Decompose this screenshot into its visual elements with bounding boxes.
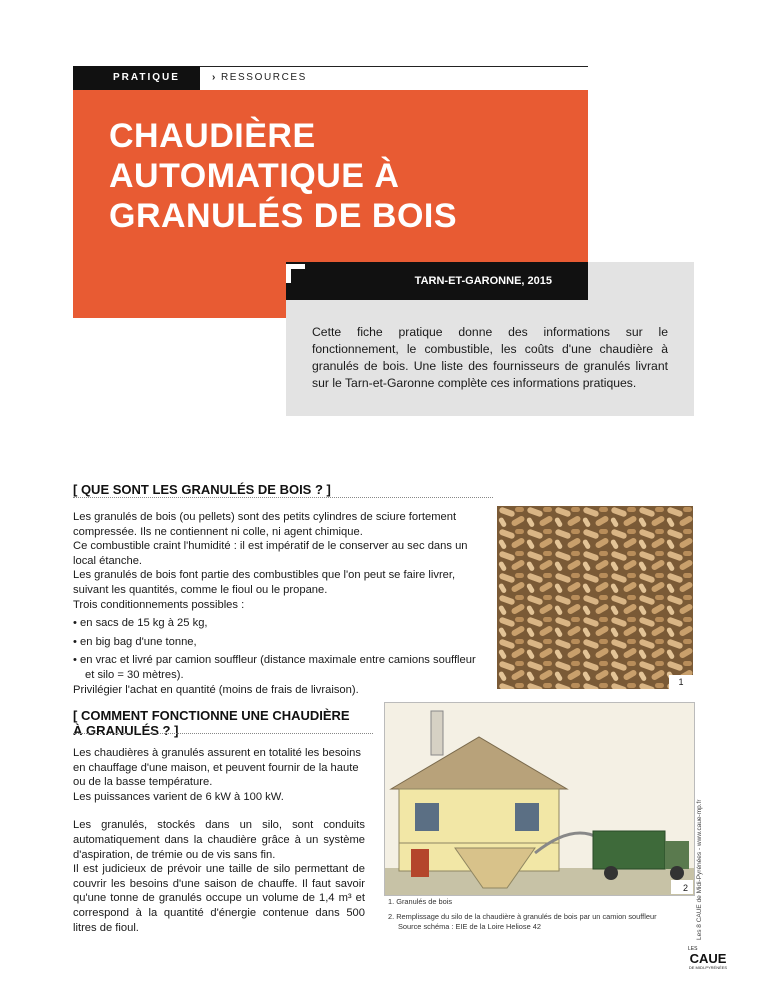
- caption-item: 2. Remplissage du silo de la chaudière à granulés de bois par un camion souffleur: [388, 912, 657, 922]
- logo-wordmark: CAUE: [689, 951, 727, 966]
- wood-pellets-photo: [497, 506, 693, 689]
- dotted-divider: [73, 733, 373, 734]
- section1-heading: [ QUE SONT LES GRANULÉS DE BOIS ? ]: [73, 482, 331, 497]
- caue-logo: [688, 946, 728, 978]
- paragraph: Les puissances varient de 6 kW à 100 kW.: [73, 790, 284, 803]
- paragraph: Les chaudières à granulés assurent en totalité les besoins en chauffage d'une maison, et peuvent fournir de la haute ou de la basse température.: [73, 747, 361, 789]
- sidebar-credit: Les 8 CAUE de Midi-Pyrénées - www.caue-mp.fr: [696, 799, 703, 940]
- figure-number: 1: [669, 675, 693, 689]
- subsection-tag: [212, 66, 307, 90]
- paragraph: Les granulés, stockés dans un silo, sont conduits automatiquement dans la chaudière grâce à un système d'aspiration, de trémie ou de vis sans fin.: [73, 819, 365, 861]
- pellets-image: [497, 506, 693, 689]
- list-item: • en vrac et livré par camion souffleur (distance maximale entre camions souffleur et silo = 30 mètres).: [73, 654, 476, 681]
- caption-item: 1. Granulés de bois: [388, 897, 453, 906]
- corner-bracket-icon: [286, 264, 305, 283]
- dotted-divider: [73, 497, 493, 498]
- date-banner: TARN-ET-GARONNE, 2015: [286, 262, 588, 300]
- list-item: • en sacs de 15 kg à 25 kg,: [73, 617, 208, 630]
- title-line: GRANULÉS DE BOIS: [109, 197, 458, 235]
- section2-body: [73, 746, 365, 935]
- logo-prefix: LES: [688, 946, 698, 952]
- title-line: AUTOMATIQUE À: [109, 157, 400, 195]
- logo-subtitle: DE MIDI-PYRÉNÉES: [688, 965, 728, 970]
- intro-text: Cette fiche pratique donne des informations sur le fonctionnement, le combustible, les coûts d'une chaudière à granulés de bois. Une liste des fournisseurs de granulés livrant sur le Tarn-et-Garonne complète ces informations pratiques.: [312, 325, 668, 390]
- closing-text: Privilégier l'achat en quantité (moins de frais de livraison).: [73, 683, 359, 696]
- paragraph: Les granulés de bois font partie des combustibles que l'on peut se faire livrer, suivant les quantités, comme le fioul ou le propane.: [73, 569, 456, 596]
- heading-line: À GRANULÉS ? ]: [73, 723, 179, 738]
- section1-body: [73, 510, 485, 697]
- boiler-diagram: [384, 702, 695, 896]
- chevron-right-icon: ›: [212, 72, 217, 83]
- section-tag: PRATIQUE: [73, 66, 200, 90]
- page-title: [109, 116, 509, 236]
- list-item: • en big bag d'une tonne,: [73, 635, 197, 648]
- house-truck-illustration: [385, 703, 694, 895]
- subsection-label: RESSOURCES: [220, 72, 307, 83]
- paragraph: Les granulés de bois (ou pellets) sont des petits cylindres de sciure fortement compressée. Ils ne contiennent ni colle, ni agent chimique.: [73, 511, 457, 538]
- paragraph: Ce combustible craint l'humidité : il est impératif de le conserver au sec dans un local étanche.: [73, 540, 468, 567]
- heading-line: [ COMMENT FONCTIONNE UNE CHAUDIÈRE: [73, 708, 350, 723]
- captions: [388, 897, 698, 931]
- paragraph: Trois conditionnements possibles :: [73, 598, 245, 611]
- paragraph: Il est judicieux de prévoir une taille de silo permettant de couvrir les besoins d'une saison de chauffe. Il faut savoir qu'une tonne de granulés occupe un volume de 1,4 m³ et correspond à la quantité d'énergie contenue dans 500 litres de fioul.: [73, 863, 365, 934]
- title-line: CHAUDIÈRE: [109, 117, 316, 155]
- caption-source: Source schéma : EIE de la Loire Heliose 42: [398, 921, 541, 931]
- figure-number: 2: [682, 883, 688, 893]
